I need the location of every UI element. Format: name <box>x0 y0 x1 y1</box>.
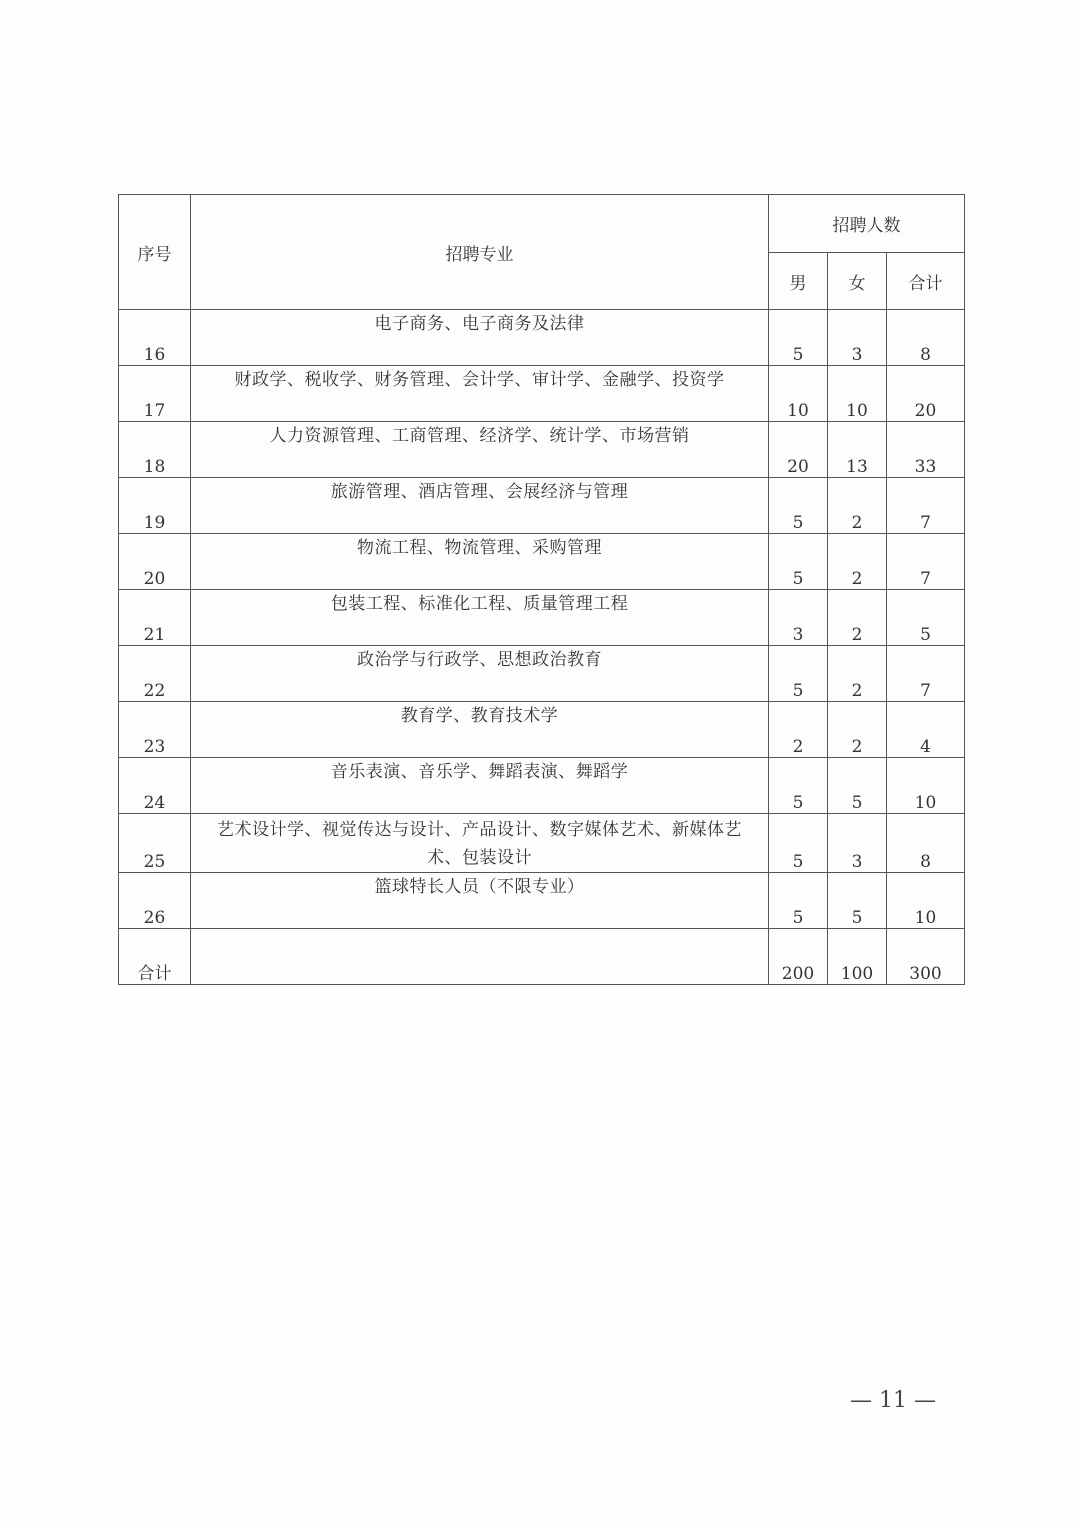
row-female: 5 <box>828 758 887 814</box>
row-male: 3 <box>769 590 828 646</box>
row-male: 5 <box>769 758 828 814</box>
row-major: 政治学与行政学、思想政治教育 <box>191 646 769 702</box>
page-number: — 11 — <box>850 1388 936 1413</box>
summary-male: 200 <box>769 929 828 985</box>
row-major: 篮球特长人员（不限专业） <box>191 873 769 929</box>
table-row <box>119 478 965 534</box>
row-male: 5 <box>769 478 828 534</box>
header-no: 序号 <box>119 195 191 310</box>
header-female: 女 <box>828 253 887 310</box>
summary-female: 100 <box>828 929 887 985</box>
row-no: 21 <box>119 590 191 646</box>
row-male: 10 <box>769 366 828 422</box>
row-male: 5 <box>769 814 828 873</box>
row-male: 20 <box>769 422 828 478</box>
table-header-row <box>119 195 965 253</box>
row-female: 2 <box>828 590 887 646</box>
row-total: 5 <box>887 590 965 646</box>
table-row <box>119 814 965 873</box>
row-female: 13 <box>828 422 887 478</box>
row-total: 7 <box>887 478 965 534</box>
row-no: 22 <box>119 646 191 702</box>
table-row <box>119 873 965 929</box>
row-female: 5 <box>828 873 887 929</box>
table-row <box>119 366 965 422</box>
row-major: 财政学、税收学、财务管理、会计学、审计学、金融学、投资学 <box>191 366 769 422</box>
row-male: 5 <box>769 646 828 702</box>
row-total: 20 <box>887 366 965 422</box>
row-no: 17 <box>119 366 191 422</box>
summary-row <box>119 929 965 985</box>
row-female: 2 <box>828 702 887 758</box>
table-row <box>119 310 965 366</box>
row-female: 10 <box>828 366 887 422</box>
row-female: 2 <box>828 534 887 590</box>
row-male: 2 <box>769 702 828 758</box>
row-male: 5 <box>769 873 828 929</box>
row-major: 物流工程、物流管理、采购管理 <box>191 534 769 590</box>
row-female: 3 <box>828 814 887 873</box>
header-count: 招聘人数 <box>769 195 965 253</box>
header-male: 男 <box>769 253 828 310</box>
row-total: 10 <box>887 758 965 814</box>
row-no: 16 <box>119 310 191 366</box>
table-row <box>119 646 965 702</box>
header-major: 招聘专业 <box>191 195 769 310</box>
row-major: 包装工程、标准化工程、质量管理工程 <box>191 590 769 646</box>
row-major: 音乐表演、音乐学、舞蹈表演、舞蹈学 <box>191 758 769 814</box>
row-total: 10 <box>887 873 965 929</box>
row-male: 5 <box>769 310 828 366</box>
row-no: 23 <box>119 702 191 758</box>
row-no: 25 <box>119 814 191 873</box>
row-total: 7 <box>887 534 965 590</box>
table-row <box>119 702 965 758</box>
summary-label: 合计 <box>119 929 191 985</box>
row-total: 33 <box>887 422 965 478</box>
summary-total: 300 <box>887 929 965 985</box>
row-no: 26 <box>119 873 191 929</box>
row-total: 8 <box>887 814 965 873</box>
row-female: 2 <box>828 646 887 702</box>
row-major: 旅游管理、酒店管理、会展经济与管理 <box>191 478 769 534</box>
row-major: 艺术设计学、视觉传达与设计、产品设计、数字媒体艺术、新媒体艺术、包装设计 <box>191 814 769 873</box>
row-total: 7 <box>887 646 965 702</box>
row-no: 19 <box>119 478 191 534</box>
row-no: 20 <box>119 534 191 590</box>
row-major: 人力资源管理、工商管理、经济学、统计学、市场营销 <box>191 422 769 478</box>
row-no: 18 <box>119 422 191 478</box>
row-female: 2 <box>828 478 887 534</box>
table-row <box>119 422 965 478</box>
row-male: 5 <box>769 534 828 590</box>
row-total: 8 <box>887 310 965 366</box>
row-major: 教育学、教育技术学 <box>191 702 769 758</box>
recruitment-table <box>118 194 965 985</box>
table-row <box>119 590 965 646</box>
header-total: 合计 <box>887 253 965 310</box>
summary-major <box>191 929 769 985</box>
row-total: 4 <box>887 702 965 758</box>
row-no: 24 <box>119 758 191 814</box>
row-female: 3 <box>828 310 887 366</box>
table-row <box>119 534 965 590</box>
row-major: 电子商务、电子商务及法律 <box>191 310 769 366</box>
table-row <box>119 758 965 814</box>
